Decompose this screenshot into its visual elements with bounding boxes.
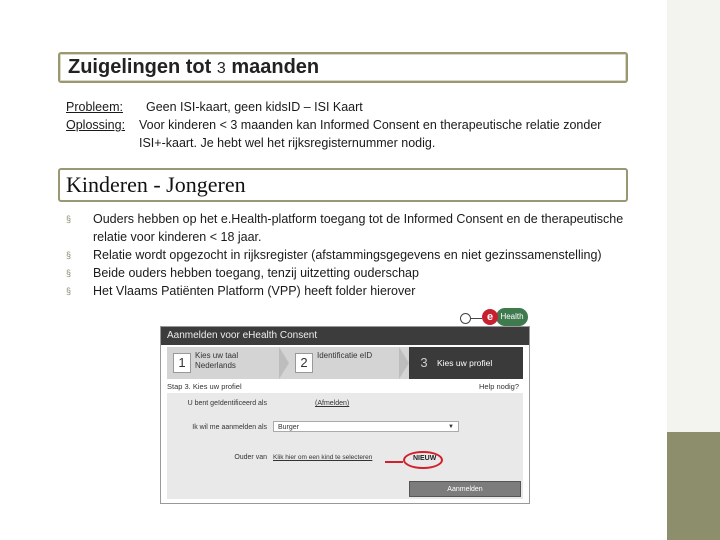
role-select[interactable]: Burger ▼ bbox=[273, 421, 459, 432]
slide-title bbox=[58, 52, 628, 83]
solution-line2: ISI+-kaart. Je hebt wel het rijksregisternummer nodig. bbox=[139, 136, 436, 150]
profile-form bbox=[167, 393, 523, 499]
problem-text: Geen ISI-kaart, geen kidsID – ISI Kaart bbox=[146, 100, 363, 114]
submit-button[interactable]: Aanmelden bbox=[409, 481, 521, 497]
bullet-marker: § bbox=[66, 214, 72, 224]
step-arrow-icon bbox=[279, 347, 289, 379]
e-badge: e bbox=[482, 309, 498, 325]
list-item: § Het Vlaams Patiënten Platform (VPP) heeft folder hierover bbox=[66, 284, 416, 298]
step-3[interactable]: 3 Kies uw profiel bbox=[409, 347, 523, 379]
form-row-child: Ouder van Klik hier om een kind te selecteren bbox=[234, 454, 373, 461]
form-row-role: Ik wil me aanmelden als Burger ▼ bbox=[167, 417, 523, 439]
connector-line bbox=[470, 318, 482, 319]
step-subtitle: Stap 3. Kies uw profiel Help nodig? bbox=[167, 382, 519, 391]
select-child-link[interactable]: Klik hier om een kind te selecteren bbox=[273, 454, 373, 461]
new-badge: NIEUW bbox=[403, 451, 443, 469]
bullet-marker: § bbox=[66, 268, 72, 278]
list-item: § Relatie wordt opgezocht in rijksregister (afstammingsgegevens en niet gezinssamenstelling) bbox=[66, 248, 602, 262]
decorative-strip-bottom bbox=[667, 432, 720, 540]
list-item: § Ouders hebben op het e.Health-platform toegang tot de Informed Consent en de therapeutische relatie voor kinderen < 18 jaar. bbox=[66, 212, 624, 244]
solution-line1: Voor kinderen < 3 maanden kan Informed Consent en therapeutische relatie zonder bbox=[139, 118, 602, 132]
help-link[interactable]: Help nodig? bbox=[478, 382, 519, 391]
bullet-list bbox=[66, 210, 636, 300]
list-item: § Beide ouders hebben toegang, tenzij uitzetting ouderschap bbox=[66, 266, 419, 280]
bullet-marker: § bbox=[66, 250, 72, 260]
step-1[interactable]: 1 Kies uw taal Nederlands bbox=[167, 347, 281, 379]
problem-label: Probleem: bbox=[66, 100, 123, 114]
step-2[interactable]: 2 Identificatie eID bbox=[289, 347, 401, 379]
ehealth-consent-screenshot bbox=[160, 326, 530, 504]
chevron-down-icon: ▼ bbox=[448, 424, 454, 430]
section-title-text: Kinderen - Jongeren bbox=[66, 172, 246, 197]
form-row-user: U bent geïdentificeerd als (Afmelden) bbox=[187, 400, 350, 407]
step-arrow-icon bbox=[399, 347, 409, 379]
title-text: Zuigelingen tot 3 maanden bbox=[68, 56, 320, 78]
bullet-marker: § bbox=[66, 286, 72, 296]
arrow-icon bbox=[385, 461, 403, 463]
health-badge: Health bbox=[496, 308, 528, 326]
step-bar bbox=[167, 347, 523, 379]
ehealth-logo bbox=[460, 308, 528, 328]
section-title bbox=[58, 168, 628, 202]
decorative-strip-top bbox=[667, 0, 720, 432]
logout-link: (Afmelden) bbox=[315, 400, 350, 407]
screenshot-header: Aanmelden voor eHealth Consent bbox=[161, 327, 529, 345]
solution-label: Oplossing: bbox=[66, 118, 126, 132]
